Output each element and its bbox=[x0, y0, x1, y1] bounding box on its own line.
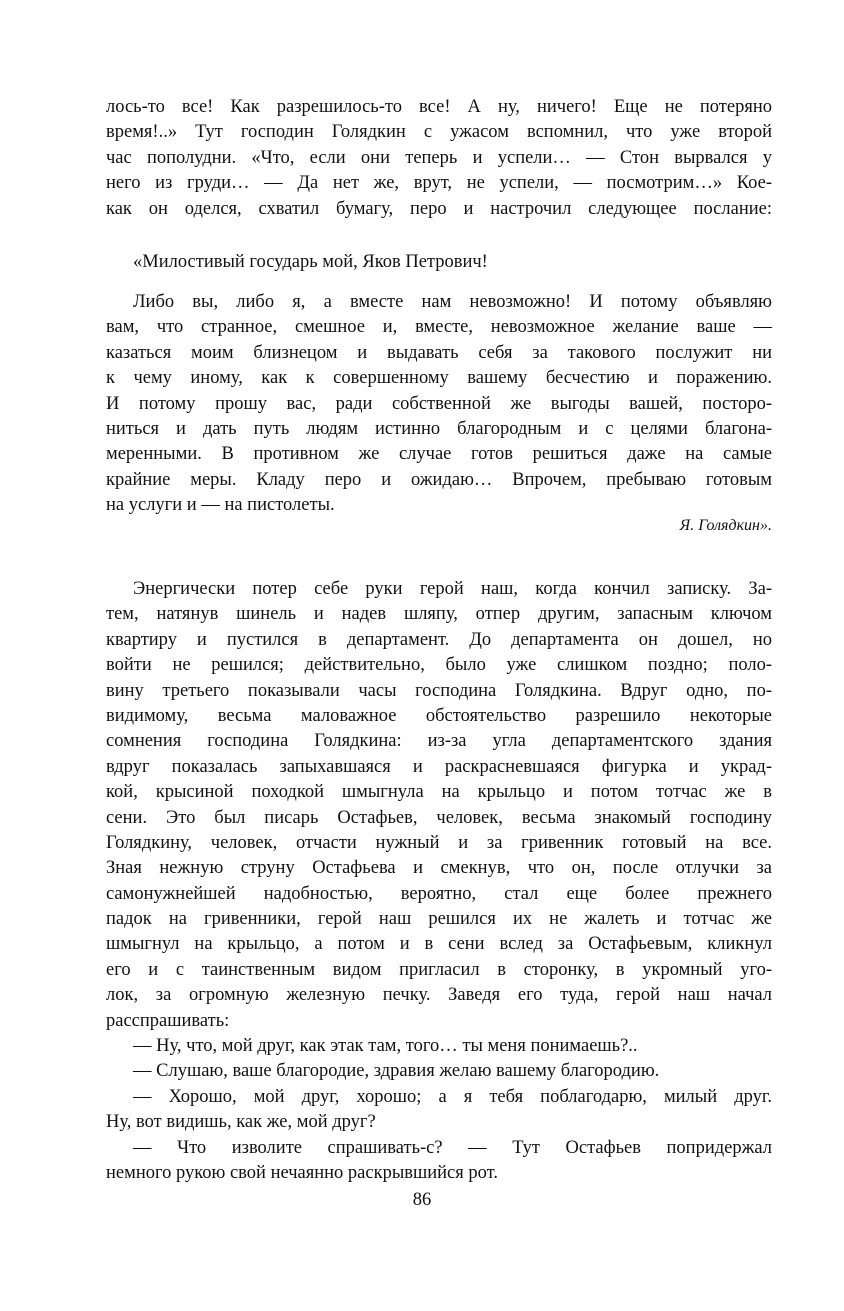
text-line: к чему иному, как к совершенному вашему бесчестию и поражению. bbox=[106, 368, 772, 389]
top-paragraph bbox=[106, 95, 772, 222]
text-line: сомнения господина Голядкина: из-за угла департаментского здания bbox=[106, 731, 772, 752]
narrative-paragraph bbox=[106, 577, 772, 1186]
text-line: меренными. В противном же случае готов решиться даже на самые bbox=[106, 444, 772, 465]
letter-body bbox=[106, 290, 772, 519]
text-line: Энергически потер себе руки герой наш, когда кончил записку. За- bbox=[133, 579, 772, 599]
text-line: крайние меры. Кладу перо и ожидаю… Впрочем, пребываю готовым bbox=[106, 469, 772, 490]
text-line: тем, натянув шинель и надев шляпу, отпер другим, запасным ключом bbox=[106, 604, 772, 625]
text-line: вдруг показалась запыхавшаяся и раскрасневшаяся фигурка и украд- bbox=[106, 756, 772, 777]
dialogue-line: — Хорошо, мой друг, хорошо; а я тебя поблагодарю, милый друг. bbox=[133, 1086, 772, 1107]
text-line: кой, крысиной походкой шмыгнула на крыльцо и потом тотчас же в bbox=[106, 782, 772, 803]
page-number: 86 bbox=[412, 1190, 432, 1210]
text-line: на услуги и — на пистолеты. bbox=[106, 495, 335, 516]
text-line: Голядкину, человек, отчасти нужный и за гривенник готовый на все. bbox=[106, 832, 772, 853]
text-line: расспрашивать: bbox=[106, 1010, 230, 1031]
text-line: как он оделся, схватил бумагу, перо и настрочил следующее послание: bbox=[106, 198, 772, 219]
text-line: час пополудни. «Что, если они теперь и успели… — Стон вырвался у bbox=[106, 147, 772, 168]
text-line: вам, что странное, смешное и, вместе, невозможное желание ваше — bbox=[106, 317, 772, 338]
dialogue-line: — Слушаю, ваше благородие, здравия желаю вашему благородию. bbox=[133, 1061, 660, 1082]
text-line: И потому прошу вас, ради собственной же выгоды вашей, посторо- bbox=[106, 393, 772, 414]
text-line: самонужнейшей надобностью, вероятно, стал еще более прежнего bbox=[106, 883, 772, 904]
text-line: падок на гривенники, герой наш решился их не жалеть и тотчас же bbox=[106, 909, 772, 930]
dialogue-line: — Ну, что, мой друг, как этак там, того… ты меня понимаешь?.. bbox=[133, 1036, 638, 1057]
text-line: квартиру и пустился в департамент. До департамента он дошел, но bbox=[106, 629, 772, 650]
text-line: Зная нежную струну Остафьева и смекнув, что он, после отлучки за bbox=[106, 858, 772, 879]
text-line: войти не решился; действительно, было уже слишком поздно; поло- bbox=[106, 655, 772, 676]
text-line: сени. Это был писарь Остафьев, человек, весьма знакомый господину bbox=[106, 807, 772, 828]
dialogue-line: немного рукою свой нечаянно раскрывшийся рот. bbox=[106, 1162, 498, 1183]
text-line: казаться моим близнецом и выдавать себя за такового послужит ни bbox=[106, 342, 772, 363]
letter-signature: Я. Голядкин». bbox=[679, 517, 772, 534]
text-line: шмыгнул на крыльцо, а потом и в сени вслед за Остафьевым, кликнул bbox=[106, 934, 772, 955]
text-line: вину третьего показывали часы господина Голядкина. Вдруг одно, по- bbox=[106, 680, 772, 701]
text-line: лок, за огромную железную печку. Заведя его туда, герой наш начал bbox=[106, 985, 772, 1006]
dialogue-line: — Что изволите спрашивать-с? — Тут Остафьев попридержал bbox=[133, 1137, 772, 1158]
text-line: видимому, весьма маловажное обстоятельство разрешило некоторые bbox=[106, 705, 772, 726]
letter-salutation: «Милостивый государь мой, Яков Петрович! bbox=[133, 252, 488, 272]
text-line: Либо вы, либо я, а вместе нам невозможно! И потому объявляю bbox=[133, 292, 772, 312]
dialogue-line: Ну, вот видишь, как же, мой друг? bbox=[106, 1112, 376, 1133]
text-line: лось-то все! Как разрешилось-то все! А ну, ничего! Еще не потеряно bbox=[106, 97, 772, 117]
text-line: ниться и дать путь людям истинно благородным и с целями благона- bbox=[106, 418, 772, 439]
text-line: него из груди… — Да нет же, врут, не успели, — посмотрим…» Кое- bbox=[106, 173, 772, 194]
text-line: время!..» Тут господин Голядкин с ужасом вспомнил, что уже второй bbox=[106, 122, 772, 143]
text-line: его и с таинственным видом пригласил в сторонку, в укромный уго- bbox=[106, 959, 772, 980]
